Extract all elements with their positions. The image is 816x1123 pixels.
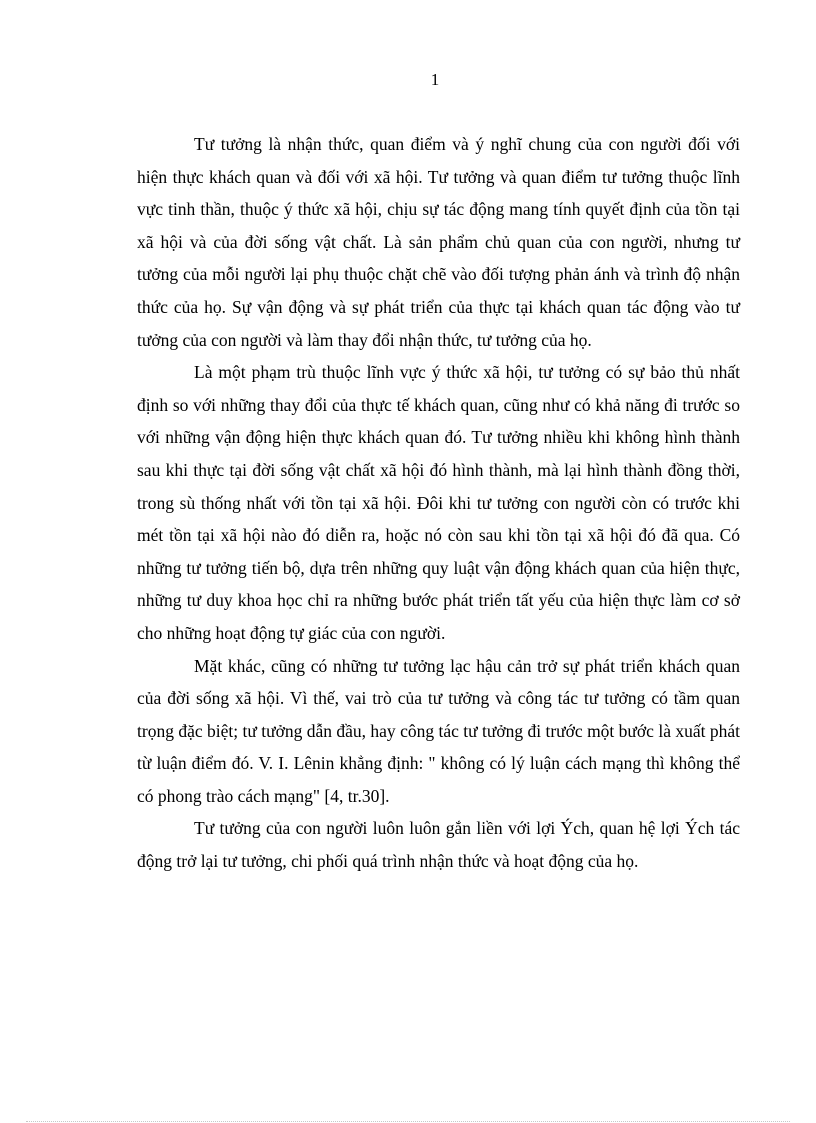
paragraph-3: Mặt khác, cũng có những tư tưởng lạc hậu cản trở sự phát triển khách quan của đời sống xã hội. Vì thế, vai trò của tư tưởng và công tác tư tưởng có tầm quan trọng đặc biệt; tư tưởng dẫn đầu, hay công tác tư tưởng đi trước một bước là xuất phát từ luận điểm đó. V. I. Lênin khẳng định: " không có lý luận cách mạng thì không thể có phong trào cách mạng" [4, tr.30]. (137, 655, 740, 806)
paragraph-1: Tư tưởng là nhận thức, quan điểm và ý nghĩ chung của con người đối với hiện thực khách quan và đối với xã hội. Tư tưởng và quan điểm tư tưởng thuộc lĩnh vực tinh thần, thuộc ý thức xã hội, chịu sự tác động mang tính quyết định của tồn tại xã hội và của đời sống vật chất. Là sản phẩm chủ quan của con người, nhưng tư tưởng của mỗi người lại phụ thuộc chặt chẽ vào đối tượng phản ánh và trình độ nhận thức của họ. Sự vận động và sự phát triển của thực tại khách quan tác động vào tư tưởng của con người và làm thay đổi nhận thức, tư tưởng của họ. (137, 134, 740, 350)
page-bottom-divider (26, 1121, 790, 1122)
document-body (137, 128, 740, 878)
paragraph-4: Tư tưởng của con người luôn luôn gắn liền với lợi Ých, quan hệ lợi Ých tác động trở lại tư tưởng, chi phối quá trình nhận thức và hoạt động của họ. (137, 818, 740, 872)
paragraph-2: Là một phạm trù thuộc lĩnh vực ý thức xã hội, tư tưởng có sự bảo thủ nhất định so với những thay đổi của thực tế khách quan, cũng như có khả năng đi trước so với những vận động hiện thực khách quan đó. Tư tưởng nhiều khi không hình thành sau khi thực tại đời sống vật chất xã hội đó hình thành, mà lại hình thành đồng thời, trong sù thống nhất với tồn tại xã hội. Đôi khi tư tưởng con người còn có trước khi mét tồn tại xã hội nào đó diễn ra, hoặc nó còn sau khi tồn tại xã hội đó đã qua. Có những tư tưởng tiến bộ, dựa trên những quy luật vận động khách quan của hiện thực, những tư duy khoa học chỉ ra những bước phát triển tất yếu của hiện thực làm cơ sở cho những hoạt động tự giác của con người. (137, 362, 740, 643)
page-number: 1 (430, 70, 440, 89)
